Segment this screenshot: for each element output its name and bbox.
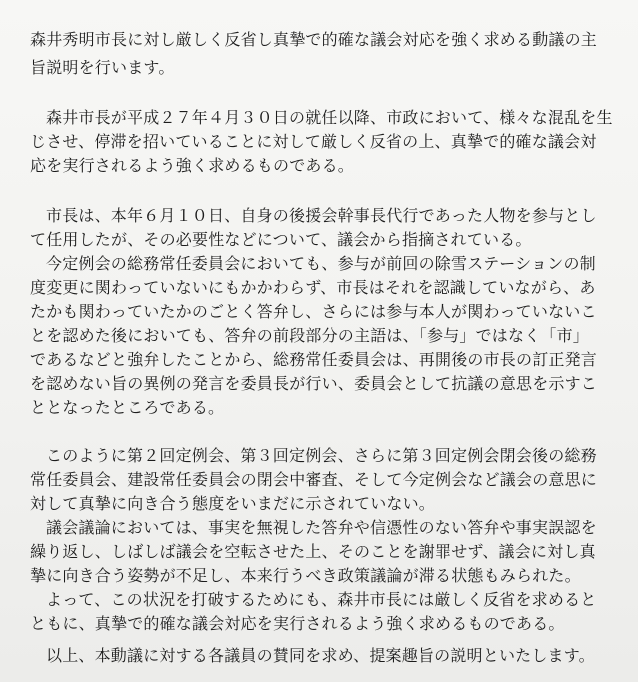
text-line: 応を実行されるよう強く求めるものである。	[30, 156, 355, 175]
text-line: ととなったところである。	[30, 398, 225, 417]
text-line: 繰り返し、しばしば議会を空転させた上、そのことを謝罪せず、議会に対し真	[30, 542, 596, 561]
text-line: 対して真摯に向き合う態度をいまだに示されていない。	[30, 494, 436, 513]
text-line: 今定例会の総務常任委員会においても、参与が前回の除雪ステーションの制	[46, 254, 596, 273]
text-line: たかも関わっていたかのごとく答弁し、さらには参与本人が関わっていないこ	[30, 302, 597, 321]
text-line: 度変更に関わっていないにもかかわらず、市長はそれを認識していながら、あ	[30, 278, 596, 297]
text-line: 旨説明を行います。	[30, 58, 175, 77]
text-line: 議会議論においては、事実を無視した答弁や信憑性のない答弁や事実誤認を	[46, 518, 597, 537]
text-line: ともに、真摯で的確な議会対応を実行されるよう強く求めるものである。	[30, 614, 565, 633]
text-line: 摯に向き合う姿勢が不足し、本来行うべき政策議論が滞る状態もみられた。	[30, 566, 581, 585]
text-line: 森井市長が平成２７年４月３０日の就任以降、市政において、様々な混乱を生	[46, 108, 613, 127]
text-line: よって、この状況を打破するためにも、森井市長には厳しく反省を求めると	[46, 590, 597, 609]
text-line: であるなどと強弁したことから、総務常任委員会は、再開後の市長の訂正発言	[30, 350, 598, 369]
text-line: 森井秀明市長に対し厳しく反省し真摯で的確な議会対応を強く求める動議の主	[30, 30, 598, 49]
text-line: 常任委員会、建設常任委員会の閉会中審査、そして今定例会など議会の意思に	[30, 470, 598, 489]
text-line: 以上、本動議に対する各議員の賛同を求め、提案趣旨の説明といたします。	[46, 646, 595, 665]
text-line: 市長は、本年６月１０日、自身の後援会幹事長代行であった人物を参与とし	[46, 206, 597, 225]
text-line: を認めない旨の異例の発言を委員長が行い、委員会として抗議の意思を示すこ	[30, 374, 598, 393]
text-line: このように第２回定例会、第３回定例会、さらに第３回定例会閉会後の総務	[46, 446, 597, 465]
text-line: とを認めた後においても、答弁の前段部分の主語は、「参与」ではなく「市」	[30, 326, 590, 345]
text-line: て任用したが、その必要性などについて、議会から指摘されている。	[30, 230, 532, 249]
text-line: じさせ、停滞を招いていることに対して厳しく反省の上、真摯で的確な議会対	[30, 132, 597, 151]
